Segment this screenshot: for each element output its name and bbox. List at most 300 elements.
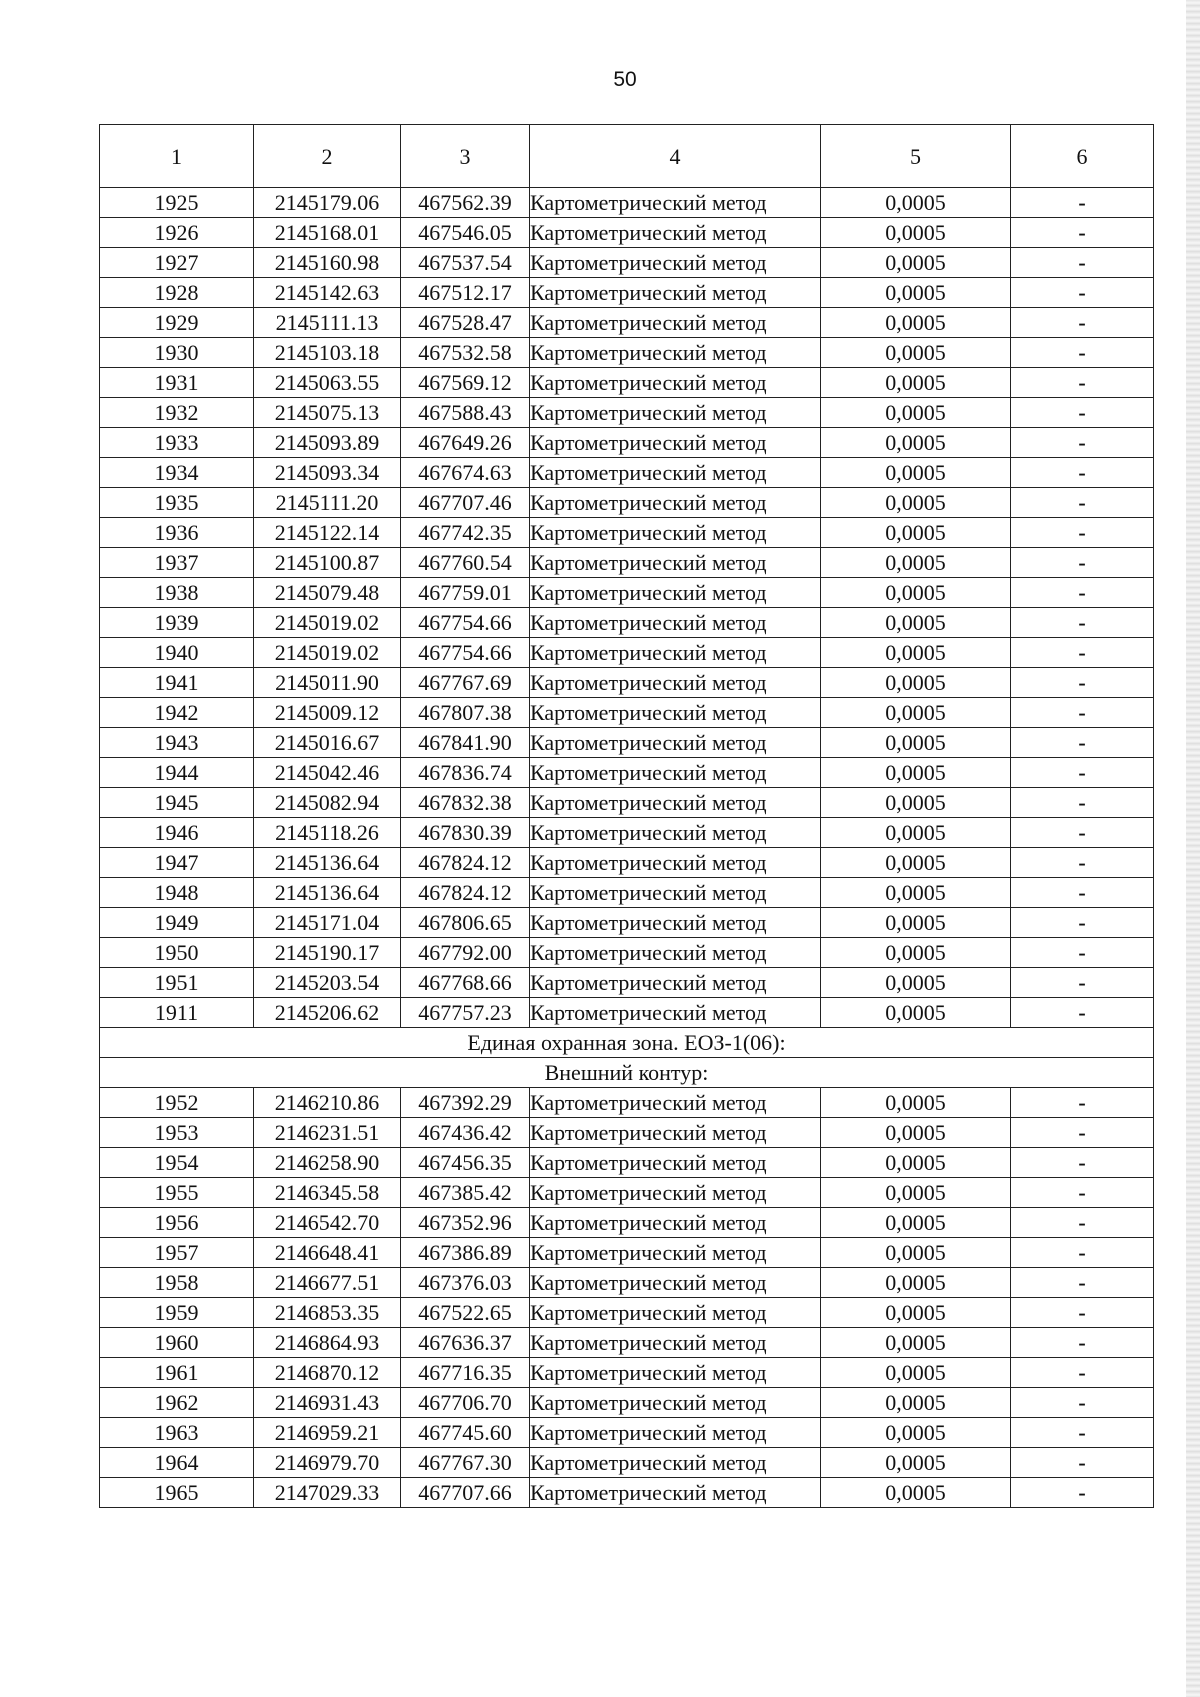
description-cell: - <box>1011 188 1154 218</box>
y-coordinate-cell: 467707.46 <box>401 488 530 518</box>
method-cell: Картометрический метод <box>530 1088 821 1118</box>
y-coordinate-cell: 467806.65 <box>401 908 530 938</box>
accuracy-cell: 0,0005 <box>821 428 1011 458</box>
x-coordinate-cell: 2146231.51 <box>254 1118 401 1148</box>
table-row <box>100 1268 1154 1298</box>
y-coordinate-cell: 467674.63 <box>401 458 530 488</box>
table-row <box>100 308 1154 338</box>
y-coordinate-cell: 467836.74 <box>401 758 530 788</box>
y-coordinate-cell: 467537.54 <box>401 248 530 278</box>
point-number-cell: 1945 <box>100 788 254 818</box>
y-coordinate-cell: 467757.23 <box>401 998 530 1028</box>
table-row <box>100 548 1154 578</box>
y-coordinate-cell: 467532.58 <box>401 338 530 368</box>
scan-edge <box>1186 0 1200 1697</box>
table-row <box>100 908 1154 938</box>
y-coordinate-cell: 467754.66 <box>401 608 530 638</box>
description-cell: - <box>1011 278 1154 308</box>
point-number-cell: 1936 <box>100 518 254 548</box>
point-number-cell: 1948 <box>100 878 254 908</box>
accuracy-cell: 0,0005 <box>821 338 1011 368</box>
accuracy-cell: 0,0005 <box>821 1268 1011 1298</box>
column-header: 2 <box>254 125 401 188</box>
table-row <box>100 1148 1154 1178</box>
accuracy-cell: 0,0005 <box>821 698 1011 728</box>
accuracy-cell: 0,0005 <box>821 998 1011 1028</box>
x-coordinate-cell: 2146979.70 <box>254 1448 401 1478</box>
point-number-cell: 1965 <box>100 1478 254 1508</box>
method-cell: Картометрический метод <box>530 278 821 308</box>
description-cell: - <box>1011 1208 1154 1238</box>
y-coordinate-cell: 467436.42 <box>401 1118 530 1148</box>
x-coordinate-cell: 2147029.33 <box>254 1478 401 1508</box>
method-cell: Картометрический метод <box>530 758 821 788</box>
x-coordinate-cell: 2145009.12 <box>254 698 401 728</box>
accuracy-cell: 0,0005 <box>821 878 1011 908</box>
method-cell: Картометрический метод <box>530 1178 821 1208</box>
table-row <box>100 218 1154 248</box>
table-row <box>100 758 1154 788</box>
point-number-cell: 1956 <box>100 1208 254 1238</box>
point-number-cell: 1938 <box>100 578 254 608</box>
x-coordinate-cell: 2145019.02 <box>254 608 401 638</box>
method-cell: Картометрический метод <box>530 488 821 518</box>
accuracy-cell: 0,0005 <box>821 1088 1011 1118</box>
x-coordinate-cell: 2145118.26 <box>254 818 401 848</box>
accuracy-cell: 0,0005 <box>821 398 1011 428</box>
point-number-cell: 1935 <box>100 488 254 518</box>
description-cell: - <box>1011 308 1154 338</box>
point-number-cell: 1963 <box>100 1418 254 1448</box>
point-number-cell: 1960 <box>100 1328 254 1358</box>
table-row <box>100 698 1154 728</box>
accuracy-cell: 0,0005 <box>821 278 1011 308</box>
accuracy-cell: 0,0005 <box>821 908 1011 938</box>
method-cell: Картометрический метод <box>530 938 821 968</box>
x-coordinate-cell: 2146210.86 <box>254 1088 401 1118</box>
method-cell: Картометрический метод <box>530 1238 821 1268</box>
y-coordinate-cell: 467376.03 <box>401 1268 530 1298</box>
accuracy-cell: 0,0005 <box>821 818 1011 848</box>
x-coordinate-cell: 2145103.18 <box>254 338 401 368</box>
point-number-cell: 1952 <box>100 1088 254 1118</box>
point-number-cell: 1947 <box>100 848 254 878</box>
method-cell: Картометрический метод <box>530 818 821 848</box>
y-coordinate-cell: 467745.60 <box>401 1418 530 1448</box>
y-coordinate-cell: 467792.00 <box>401 938 530 968</box>
method-cell: Картометрический метод <box>530 878 821 908</box>
point-number-cell: 1959 <box>100 1298 254 1328</box>
table-row <box>100 1328 1154 1358</box>
description-cell: - <box>1011 458 1154 488</box>
description-cell: - <box>1011 368 1154 398</box>
table-row <box>100 1178 1154 1208</box>
accuracy-cell: 0,0005 <box>821 518 1011 548</box>
column-header: 3 <box>401 125 530 188</box>
description-cell: - <box>1011 608 1154 638</box>
accuracy-cell: 0,0005 <box>821 638 1011 668</box>
column-header: 1 <box>100 125 254 188</box>
x-coordinate-cell: 2145111.20 <box>254 488 401 518</box>
x-coordinate-cell: 2145136.64 <box>254 878 401 908</box>
point-number-cell: 1954 <box>100 1148 254 1178</box>
method-cell: Картометрический метод <box>530 368 821 398</box>
y-coordinate-cell: 467841.90 <box>401 728 530 758</box>
accuracy-cell: 0,0005 <box>821 938 1011 968</box>
point-number-cell: 1943 <box>100 728 254 758</box>
accuracy-cell: 0,0005 <box>821 1418 1011 1448</box>
description-cell: - <box>1011 518 1154 548</box>
method-cell: Картометрический метод <box>530 1388 821 1418</box>
point-number-cell: 1932 <box>100 398 254 428</box>
y-coordinate-cell: 467706.70 <box>401 1388 530 1418</box>
table-row <box>100 1418 1154 1448</box>
description-cell: - <box>1011 818 1154 848</box>
y-coordinate-cell: 467767.30 <box>401 1448 530 1478</box>
x-coordinate-cell: 2145171.04 <box>254 908 401 938</box>
table-row <box>100 608 1154 638</box>
description-cell: - <box>1011 848 1154 878</box>
method-cell: Картометрический метод <box>530 1268 821 1298</box>
y-coordinate-cell: 467512.17 <box>401 278 530 308</box>
accuracy-cell: 0,0005 <box>821 1478 1011 1508</box>
accuracy-cell: 0,0005 <box>821 758 1011 788</box>
point-number-cell: 1927 <box>100 248 254 278</box>
x-coordinate-cell: 2145203.54 <box>254 968 401 998</box>
x-coordinate-cell: 2146959.21 <box>254 1418 401 1448</box>
method-cell: Картометрический метод <box>530 908 821 938</box>
accuracy-cell: 0,0005 <box>821 308 1011 338</box>
point-number-cell: 1930 <box>100 338 254 368</box>
accuracy-cell: 0,0005 <box>821 548 1011 578</box>
accuracy-cell: 0,0005 <box>821 188 1011 218</box>
section-rows <box>100 1028 1154 1088</box>
table-row <box>100 578 1154 608</box>
description-cell: - <box>1011 218 1154 248</box>
point-number-cell: 1942 <box>100 698 254 728</box>
y-coordinate-cell: 467742.35 <box>401 518 530 548</box>
table-row <box>100 818 1154 848</box>
accuracy-cell: 0,0005 <box>821 1238 1011 1268</box>
x-coordinate-cell: 2145075.13 <box>254 398 401 428</box>
description-cell: - <box>1011 638 1154 668</box>
accuracy-cell: 0,0005 <box>821 1118 1011 1148</box>
table-row <box>100 1298 1154 1328</box>
y-coordinate-cell: 467707.66 <box>401 1478 530 1508</box>
table-row <box>100 278 1154 308</box>
method-cell: Картометрический метод <box>530 1118 821 1148</box>
y-coordinate-cell: 467352.96 <box>401 1208 530 1238</box>
method-cell: Картометрический метод <box>530 1418 821 1448</box>
point-number-cell: 1949 <box>100 908 254 938</box>
accuracy-cell: 0,0005 <box>821 1148 1011 1178</box>
section-title: Единая охранная зона. ЕОЗ-1(06): <box>100 1028 1154 1058</box>
point-number-cell: 1955 <box>100 1178 254 1208</box>
x-coordinate-cell: 2145042.46 <box>254 758 401 788</box>
table-row <box>100 1238 1154 1268</box>
description-cell: - <box>1011 1388 1154 1418</box>
point-number-cell: 1957 <box>100 1238 254 1268</box>
x-coordinate-cell: 2145190.17 <box>254 938 401 968</box>
description-cell: - <box>1011 668 1154 698</box>
x-coordinate-cell: 2145136.64 <box>254 848 401 878</box>
point-number-cell: 1939 <box>100 608 254 638</box>
accuracy-cell: 0,0005 <box>821 1388 1011 1418</box>
y-coordinate-cell: 467522.65 <box>401 1298 530 1328</box>
description-cell: - <box>1011 1268 1154 1298</box>
header-row <box>100 125 1154 188</box>
column-header: 6 <box>1011 125 1154 188</box>
y-coordinate-cell: 467636.37 <box>401 1328 530 1358</box>
y-coordinate-cell: 467528.47 <box>401 308 530 338</box>
y-coordinate-cell: 467760.54 <box>401 548 530 578</box>
table-row <box>100 728 1154 758</box>
page-number: 50 <box>613 68 637 91</box>
table-row <box>100 188 1154 218</box>
table-row <box>100 638 1154 668</box>
y-coordinate-cell: 467832.38 <box>401 788 530 818</box>
accuracy-cell: 0,0005 <box>821 488 1011 518</box>
x-coordinate-cell: 2146258.90 <box>254 1148 401 1178</box>
x-coordinate-cell: 2145016.67 <box>254 728 401 758</box>
method-cell: Картометрический метод <box>530 218 821 248</box>
description-cell: - <box>1011 1118 1154 1148</box>
table-row <box>100 1208 1154 1238</box>
method-cell: Картометрический метод <box>530 548 821 578</box>
description-cell: - <box>1011 1418 1154 1448</box>
x-coordinate-cell: 2145100.87 <box>254 548 401 578</box>
y-coordinate-cell: 467569.12 <box>401 368 530 398</box>
accuracy-cell: 0,0005 <box>821 1328 1011 1358</box>
method-cell: Картометрический метод <box>530 968 821 998</box>
subsection-title-row <box>100 1058 1154 1088</box>
accuracy-cell: 0,0005 <box>821 248 1011 278</box>
description-cell: - <box>1011 698 1154 728</box>
method-cell: Картометрический метод <box>530 458 821 488</box>
y-coordinate-cell: 467768.66 <box>401 968 530 998</box>
x-coordinate-cell: 2146931.43 <box>254 1388 401 1418</box>
point-number-cell: 1958 <box>100 1268 254 1298</box>
method-cell: Картометрический метод <box>530 248 821 278</box>
y-coordinate-cell: 467716.35 <box>401 1358 530 1388</box>
point-number-cell: 1964 <box>100 1448 254 1478</box>
point-number-cell: 1962 <box>100 1388 254 1418</box>
table-row <box>100 998 1154 1028</box>
accuracy-cell: 0,0005 <box>821 1358 1011 1388</box>
point-number-cell: 1951 <box>100 968 254 998</box>
method-cell: Картометрический метод <box>530 188 821 218</box>
accuracy-cell: 0,0005 <box>821 218 1011 248</box>
method-cell: Картометрический метод <box>530 1478 821 1508</box>
method-cell: Картометрический метод <box>530 1148 821 1178</box>
method-cell: Картометрический метод <box>530 1328 821 1358</box>
point-number-cell: 1961 <box>100 1358 254 1388</box>
description-cell: - <box>1011 968 1154 998</box>
x-coordinate-cell: 2146853.35 <box>254 1298 401 1328</box>
y-coordinate-cell: 467807.38 <box>401 698 530 728</box>
method-cell: Картометрический метод <box>530 1298 821 1328</box>
point-number-cell: 1933 <box>100 428 254 458</box>
coordinates-table <box>99 124 1154 1508</box>
table-row <box>100 1088 1154 1118</box>
table-row <box>100 968 1154 998</box>
x-coordinate-cell: 2146345.58 <box>254 1178 401 1208</box>
method-cell: Картометрический метод <box>530 308 821 338</box>
point-number-cell: 1926 <box>100 218 254 248</box>
y-coordinate-cell: 467562.39 <box>401 188 530 218</box>
table-body-group1 <box>100 188 1154 1028</box>
description-cell: - <box>1011 728 1154 758</box>
point-number-cell: 1940 <box>100 638 254 668</box>
y-coordinate-cell: 467385.42 <box>401 1178 530 1208</box>
description-cell: - <box>1011 338 1154 368</box>
x-coordinate-cell: 2146648.41 <box>254 1238 401 1268</box>
x-coordinate-cell: 2145160.98 <box>254 248 401 278</box>
x-coordinate-cell: 2145063.55 <box>254 368 401 398</box>
description-cell: - <box>1011 1358 1154 1388</box>
method-cell: Картометрический метод <box>530 338 821 368</box>
table-row <box>100 668 1154 698</box>
table-row <box>100 1358 1154 1388</box>
method-cell: Картометрический метод <box>530 428 821 458</box>
y-coordinate-cell: 467588.43 <box>401 398 530 428</box>
method-cell: Картометрический метод <box>530 848 821 878</box>
accuracy-cell: 0,0005 <box>821 368 1011 398</box>
accuracy-cell: 0,0005 <box>821 968 1011 998</box>
table-row <box>100 368 1154 398</box>
description-cell: - <box>1011 578 1154 608</box>
accuracy-cell: 0,0005 <box>821 1178 1011 1208</box>
table-body-group2 <box>100 1088 1154 1508</box>
table-row <box>100 788 1154 818</box>
method-cell: Картометрический метод <box>530 698 821 728</box>
subsection-title: Внешний контур: <box>100 1058 1154 1088</box>
method-cell: Картометрический метод <box>530 1358 821 1388</box>
point-number-cell: 1929 <box>100 308 254 338</box>
x-coordinate-cell: 2145206.62 <box>254 998 401 1028</box>
y-coordinate-cell: 467546.05 <box>401 218 530 248</box>
description-cell: - <box>1011 1298 1154 1328</box>
x-coordinate-cell: 2146542.70 <box>254 1208 401 1238</box>
accuracy-cell: 0,0005 <box>821 1448 1011 1478</box>
description-cell: - <box>1011 248 1154 278</box>
accuracy-cell: 0,0005 <box>821 728 1011 758</box>
table-row <box>100 248 1154 278</box>
x-coordinate-cell: 2145093.89 <box>254 428 401 458</box>
point-number-cell: 1944 <box>100 758 254 788</box>
description-cell: - <box>1011 1448 1154 1478</box>
description-cell: - <box>1011 1478 1154 1508</box>
y-coordinate-cell: 467767.69 <box>401 668 530 698</box>
y-coordinate-cell: 467649.26 <box>401 428 530 458</box>
method-cell: Картометрический метод <box>530 728 821 758</box>
table-row <box>100 848 1154 878</box>
point-number-cell: 1934 <box>100 458 254 488</box>
table-row <box>100 488 1154 518</box>
accuracy-cell: 0,0005 <box>821 1208 1011 1238</box>
point-number-cell: 1937 <box>100 548 254 578</box>
x-coordinate-cell: 2145142.63 <box>254 278 401 308</box>
x-coordinate-cell: 2145082.94 <box>254 788 401 818</box>
table-row <box>100 1448 1154 1478</box>
accuracy-cell: 0,0005 <box>821 458 1011 488</box>
y-coordinate-cell: 467456.35 <box>401 1148 530 1178</box>
table-row <box>100 518 1154 548</box>
point-number-cell: 1931 <box>100 368 254 398</box>
description-cell: - <box>1011 488 1154 518</box>
accuracy-cell: 0,0005 <box>821 668 1011 698</box>
table-row <box>100 938 1154 968</box>
table-row <box>100 1118 1154 1148</box>
description-cell: - <box>1011 758 1154 788</box>
method-cell: Картометрический метод <box>530 788 821 818</box>
x-coordinate-cell: 2145122.14 <box>254 518 401 548</box>
table-row <box>100 338 1154 368</box>
point-number-cell: 1911 <box>100 998 254 1028</box>
description-cell: - <box>1011 398 1154 428</box>
description-cell: - <box>1011 788 1154 818</box>
y-coordinate-cell: 467386.89 <box>401 1238 530 1268</box>
method-cell: Картометрический метод <box>530 578 821 608</box>
x-coordinate-cell: 2146870.12 <box>254 1358 401 1388</box>
description-cell: - <box>1011 938 1154 968</box>
y-coordinate-cell: 467824.12 <box>401 848 530 878</box>
method-cell: Картометрический метод <box>530 518 821 548</box>
accuracy-cell: 0,0005 <box>821 848 1011 878</box>
point-number-cell: 1941 <box>100 668 254 698</box>
table-row <box>100 428 1154 458</box>
x-coordinate-cell: 2145019.02 <box>254 638 401 668</box>
x-coordinate-cell: 2145011.90 <box>254 668 401 698</box>
x-coordinate-cell: 2145179.06 <box>254 188 401 218</box>
y-coordinate-cell: 467759.01 <box>401 578 530 608</box>
x-coordinate-cell: 2146864.93 <box>254 1328 401 1358</box>
x-coordinate-cell: 2145168.01 <box>254 218 401 248</box>
description-cell: - <box>1011 878 1154 908</box>
accuracy-cell: 0,0005 <box>821 1298 1011 1328</box>
accuracy-cell: 0,0005 <box>821 608 1011 638</box>
description-cell: - <box>1011 1238 1154 1268</box>
method-cell: Картометрический метод <box>530 1448 821 1478</box>
method-cell: Картометрический метод <box>530 398 821 428</box>
column-header: 4 <box>530 125 821 188</box>
description-cell: - <box>1011 1088 1154 1118</box>
method-cell: Картометрический метод <box>530 1208 821 1238</box>
description-cell: - <box>1011 998 1154 1028</box>
x-coordinate-cell: 2145079.48 <box>254 578 401 608</box>
point-number-cell: 1946 <box>100 818 254 848</box>
x-coordinate-cell: 2145093.34 <box>254 458 401 488</box>
description-cell: - <box>1011 1148 1154 1178</box>
table-row <box>100 1478 1154 1508</box>
x-coordinate-cell: 2146677.51 <box>254 1268 401 1298</box>
y-coordinate-cell: 467392.29 <box>401 1088 530 1118</box>
table-row <box>100 458 1154 488</box>
table-row <box>100 878 1154 908</box>
method-cell: Картометрический метод <box>530 998 821 1028</box>
y-coordinate-cell: 467754.66 <box>401 638 530 668</box>
description-cell: - <box>1011 1328 1154 1358</box>
method-cell: Картометрический метод <box>530 638 821 668</box>
point-number-cell: 1925 <box>100 188 254 218</box>
description-cell: - <box>1011 428 1154 458</box>
y-coordinate-cell: 467830.39 <box>401 818 530 848</box>
section-title-row <box>100 1028 1154 1058</box>
accuracy-cell: 0,0005 <box>821 788 1011 818</box>
column-header: 5 <box>821 125 1011 188</box>
point-number-cell: 1928 <box>100 278 254 308</box>
table-row <box>100 1388 1154 1418</box>
